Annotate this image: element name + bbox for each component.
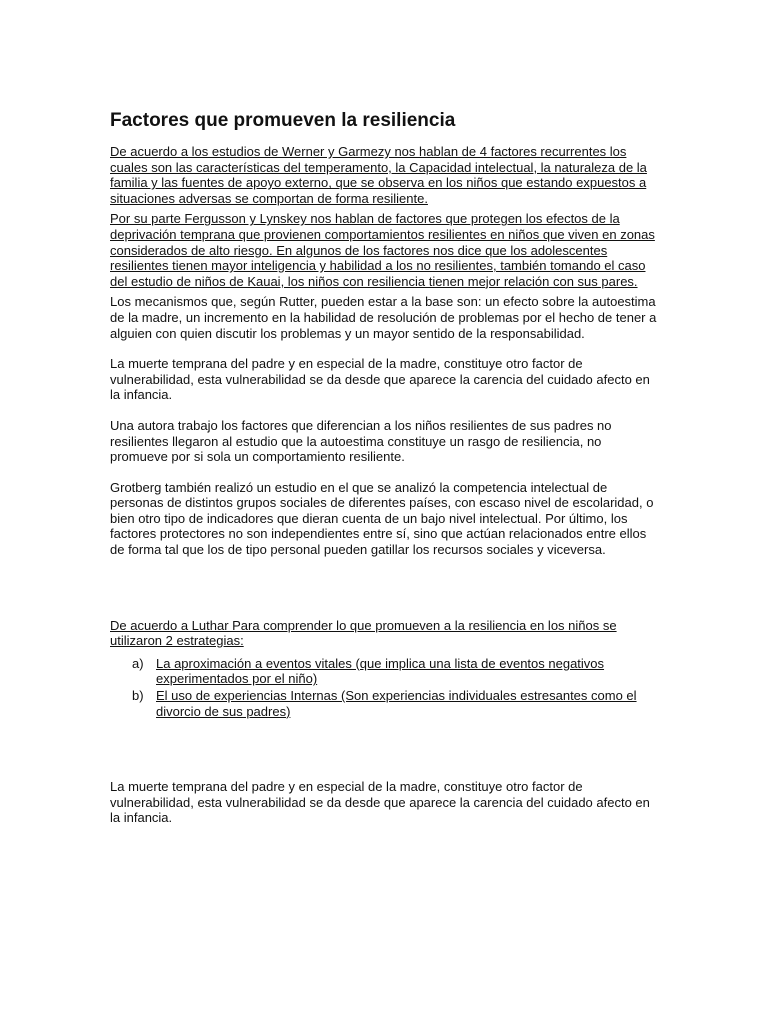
spacer: [110, 720, 658, 779]
spacer: [110, 558, 658, 618]
list-marker: a): [132, 655, 144, 671]
paragraph-rutter: Los mecanismos que, según Rutter, pueden estar a la base son: un efecto sobre la autoestima de la madre, un incremento en la habilidad de resolución de problemas por el hecho de tener a alguien con quien discutir los problemas y un mayor sentido de la responsabilidad.: [110, 294, 657, 341]
paragraph-autoestima: Una autora trabajo los factores que diferencian a los niños resilientes de sus padres no resilientes llegaron al estudio que la autoestima constituye un rasgo de resiliencia, no promueve por si sola un comportamiento resiliente.: [110, 417, 612, 465]
list-item: [110, 656, 658, 687]
paragraph-luthar: De acuerdo a Luthar Para comprender lo que promueven a la resiliencia en los niños se utilizaron 2 estrategias:: [110, 617, 617, 649]
paragraph-grotberg: Grotberg también realizó un estudio en el que se analizó la competencia intelectual de personas de distintos grupos sociales de diferentes países, con escaso nivel de escolaridad, o bien otro tipo de indicadores que dieran cuenta de un bajo nivel intelectual. Por último, los factores protectores no son independientes entre sí, sino que actúan relacionados entre ellos de forma tal que los de tipo personal pueden gatillar los recursos sociales y viceversa.: [110, 479, 654, 558]
paragraph-muerte-temprana-repeat: La muerte temprana del padre y en especial de la madre, constituye otro factor de vulnerabilidad, esta vulnerabilidad se da desde que aparece la carencia del cuidado afecto en la infancia.: [110, 779, 650, 826]
list-item-text: La aproximación a eventos vitales (que implica una lista de eventos negativos experimentados por el niño): [156, 655, 605, 687]
list-marker: b): [132, 688, 144, 704]
list-item-text: El uso de experiencias Internas (Son experiencias individuales estresantes como el divorcio de sus padres): [156, 688, 637, 719]
paragraph-muerte-temprana: La muerte temprana del padre y en especial de la madre, constituye otro factor de vulnerabilidad, esta vulnerabilidad se da desde que aparece la carencia del cuidado afecto en la infancia.: [110, 356, 650, 403]
document-title: Factores que promueven la resiliencia: [110, 110, 456, 131]
paragraph-fergusson-lynskey: Por su parte Fergusson y Lynskey nos hablan de factores que protegen los efectos de la deprivación temprana que provienen comportamientos resilientes en niños que viven en zonas considerados de alto riesgo. En algunos de los factores nos dice que los adolescentes resilientes tienen mayor inteligencia y habilidad a los no resilientes, también tomando el caso del estudio de niños de Kauai, los niños con resiliencia tienen mejor relación con sus pares.: [110, 211, 655, 289]
list-item: [110, 688, 658, 719]
strategies-list: [110, 656, 658, 719]
document-body: [110, 108, 658, 826]
paragraph-werner-garmezy: De acuerdo a los estudios de Werner y Garmezy nos hablan de 4 factores recurrentes los cuales son las características del temperamento, la Capacidad intelectual, la naturaleza de la familia y las fuentes de apoyo externo, que se observa en los niños que estando expuestos a situaciones adversas se comportan de forma resiliente.: [110, 144, 647, 206]
